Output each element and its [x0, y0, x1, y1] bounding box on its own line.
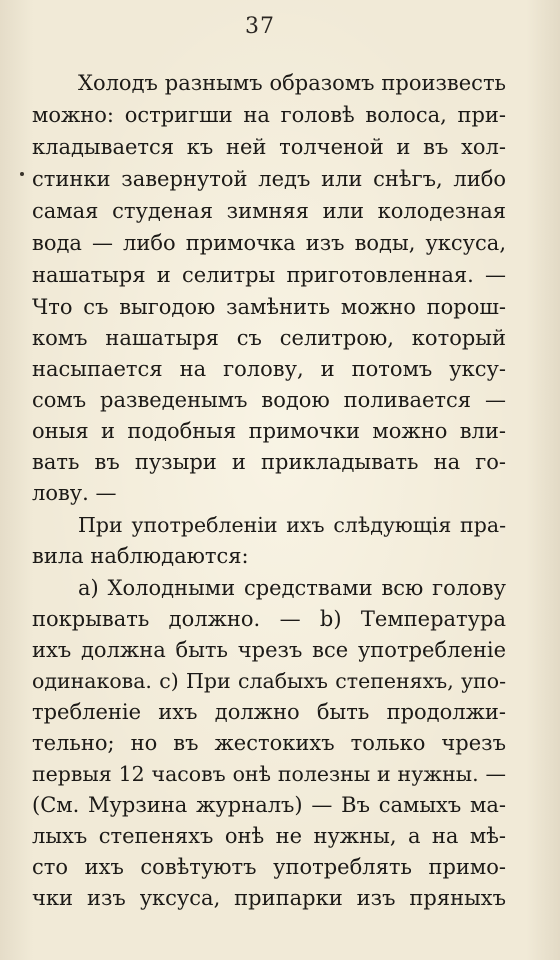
margin-mark	[20, 172, 24, 176]
text-line: оныя и подобныя примочки можно вли-	[32, 419, 506, 443]
text-line: вать въ пузыри и прикладывать на го-	[32, 450, 506, 474]
text-line: требленіе ихъ должно быть продолжи-	[32, 700, 506, 724]
text-line: лову. —	[32, 481, 117, 505]
text-line: кладывается къ ней толченой и въ хол-	[32, 135, 506, 159]
text-line: сомъ разведенымъ водою поливается —	[32, 388, 506, 412]
text-line: При употребленіи ихъ слѣдующія пра-	[78, 513, 506, 537]
text-line: самая студеная зимняя или колодезная	[32, 199, 506, 223]
text-line: ихъ должна быть чрезъ все употребленіе	[32, 638, 506, 662]
text-line: чки изъ уксуса, припарки изъ пряныхъ	[32, 886, 506, 910]
text-line: a) Холодными средствами всю голову	[78, 576, 506, 600]
text-line: нашатыря и селитры приготовленная. —	[32, 263, 506, 287]
text-line: первыя 12 часовъ онѣ полезны и нужны. —	[32, 762, 506, 786]
text-line: Холодъ разнымъ образомъ произвесть	[78, 71, 506, 95]
text-line: можно: остригши на головѣ волоса, при-	[32, 103, 506, 127]
text-line: вода — либо примочка изъ воды, уксуса,	[32, 231, 506, 255]
text-line: стинки завернутой ледъ или снѣгъ, либо	[32, 167, 506, 191]
text-line: сто ихъ совѣтуютъ употреблять примо-	[32, 855, 506, 879]
text-line: одинакова. c) При слабыхъ степеняхъ, упо-	[32, 669, 506, 693]
text-line: комъ нашатыря съ селитрою, который	[32, 326, 506, 350]
text-line: вила наблюдаются:	[32, 544, 249, 568]
text-line: Что съ выгодою замѣнить можно порош-	[32, 295, 506, 319]
text-line: насыпается на голову, и потомъ уксу-	[32, 357, 506, 381]
text-line: покрывать должно. — b) Температура	[32, 607, 506, 631]
page-number: 37	[245, 14, 275, 39]
text-line: (См. Мурзина журналъ) — Въ самыхъ ма-	[32, 793, 506, 817]
text-line: лыхъ степеняхъ онѣ не нужны, а на мѣ-	[32, 824, 506, 848]
text-line: тельно; но въ жестокихъ только чрезъ	[32, 731, 506, 755]
